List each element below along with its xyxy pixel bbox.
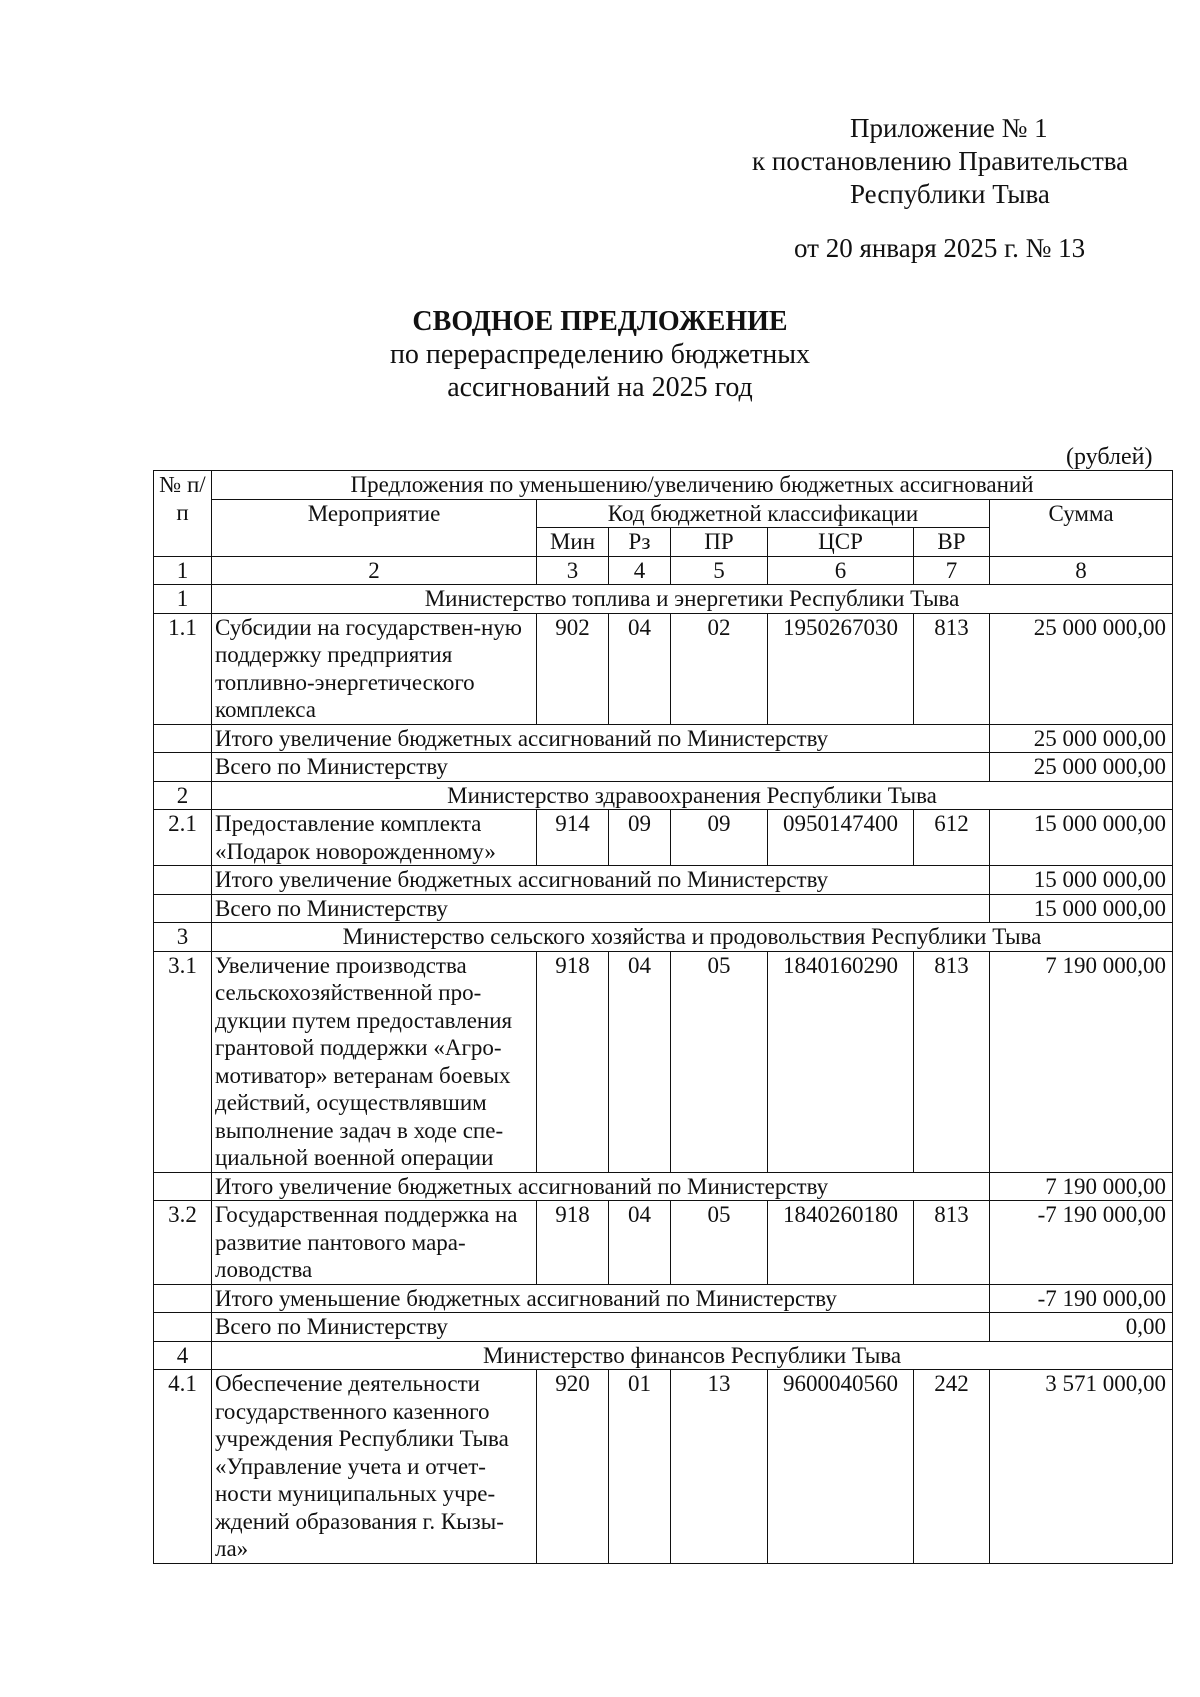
col-num-2: 2 xyxy=(212,556,537,585)
table-row xyxy=(154,1370,1173,1564)
item-sum: 25 000 000,00 xyxy=(990,613,1173,724)
header-csr: ЦСР xyxy=(768,528,914,557)
item-pr: 05 xyxy=(671,951,768,1172)
item-vr: 813 xyxy=(914,951,990,1172)
item-csr: 1840160290 xyxy=(768,951,914,1172)
units-label: (рублей) xyxy=(1066,444,1153,470)
header-code: Код бюджетной классификации xyxy=(537,499,990,528)
header-pr: ПР xyxy=(671,528,768,557)
section-num: 3 xyxy=(154,923,212,952)
header-min: Мин xyxy=(537,528,609,557)
table-row xyxy=(154,1201,1173,1285)
header-proposals: Предложения по уменьшению/увеличению бюджетных ассигнований xyxy=(212,471,1173,500)
item-min: 918 xyxy=(537,1201,609,1285)
item-pr: 02 xyxy=(671,613,768,724)
appendix-date: от 20 января 2025 г. № 13 xyxy=(794,233,1086,263)
col-num-6: 6 xyxy=(768,556,914,585)
section-title: Министерство топлива и энергетики Республики Тыва xyxy=(212,585,1173,614)
col-num-5: 5 xyxy=(671,556,768,585)
item-min: 902 xyxy=(537,613,609,724)
item-csr: 1840260180 xyxy=(768,1201,914,1285)
section-num: 2 xyxy=(154,781,212,810)
item-rz: 09 xyxy=(609,810,671,866)
total-sum: 15 000 000,00 xyxy=(990,866,1173,895)
item-pr: 13 xyxy=(671,1370,768,1564)
section-title: Министерство здравоохранения Республики Тыва xyxy=(212,781,1173,810)
all-label: Всего по Министерству xyxy=(212,894,990,923)
header-num: № п/п xyxy=(154,471,212,557)
all-label: Всего по Министерству xyxy=(212,1313,990,1342)
title-sub-2: ассигнований на 2025 год xyxy=(447,372,753,403)
item-sum: 15 000 000,00 xyxy=(990,810,1173,866)
appendix-line-1: Приложение № 1 xyxy=(850,113,1048,143)
item-name: Обеспечение деятельности государственного казенного учреждения Республики Тыва «Управление учета и отчет-ности муниципальных учре-ждений образования г. Кызы-ла» xyxy=(212,1370,537,1564)
item-rz: 01 xyxy=(609,1370,671,1564)
all-row xyxy=(154,753,1173,782)
item-sum: -7 190 000,00 xyxy=(990,1201,1173,1285)
header-rz: Рз xyxy=(609,528,671,557)
item-csr: 0950147400 xyxy=(768,810,914,866)
total-label: Итого уменьшение бюджетных ассигнований по Министерству xyxy=(212,1284,990,1313)
item-name: Субсидии на государствен-ную поддержку предприятия топливно-энергетического комплекса xyxy=(212,613,537,724)
item-name: Предоставление комплекта «Подарок новорожденному» xyxy=(212,810,537,866)
title-main: СВОДНОЕ ПРЕДЛОЖЕНИЕ xyxy=(412,306,788,337)
header-row-1 xyxy=(154,471,1173,500)
appendix-line-3: Республики Тыва xyxy=(850,179,1050,209)
total-label: Итого увеличение бюджетных ассигнований по Министерству xyxy=(212,866,990,895)
header-event: Мероприятие xyxy=(212,499,537,556)
total-label: Итого увеличение бюджетных ассигнований по Министерству xyxy=(212,724,990,753)
section-title: Министерство сельского хозяйства и продовольствия Республики Тыва xyxy=(212,923,1173,952)
all-sum: 0,00 xyxy=(990,1313,1173,1342)
col-num-1: 1 xyxy=(154,556,212,585)
section-num: 4 xyxy=(154,1341,212,1370)
item-rz: 04 xyxy=(609,951,671,1172)
total-sum: 7 190 000,00 xyxy=(990,1172,1173,1201)
item-num: 3.2 xyxy=(154,1201,212,1285)
budget-table xyxy=(153,470,1173,1564)
section-row xyxy=(154,781,1173,810)
total-sum: 25 000 000,00 xyxy=(990,724,1173,753)
item-num: 4.1 xyxy=(154,1370,212,1564)
total-sum: -7 190 000,00 xyxy=(990,1284,1173,1313)
appendix-line-2: к постановлению Правительства xyxy=(752,146,1129,176)
total-row xyxy=(154,1172,1173,1201)
item-num: 2.1 xyxy=(154,810,212,866)
header-vr: ВР xyxy=(914,528,990,557)
all-row xyxy=(154,894,1173,923)
column-number-row xyxy=(154,556,1173,585)
item-name: Государственная поддержка на развитие пантового мара-ловодства xyxy=(212,1201,537,1285)
item-min: 918 xyxy=(537,951,609,1172)
col-num-4: 4 xyxy=(609,556,671,585)
item-sum: 7 190 000,00 xyxy=(990,951,1173,1172)
total-row xyxy=(154,1284,1173,1313)
item-num: 1.1 xyxy=(154,613,212,724)
document-title xyxy=(0,305,1200,404)
item-sum: 3 571 000,00 xyxy=(990,1370,1173,1564)
all-label: Всего по Министерству xyxy=(212,753,990,782)
table-row xyxy=(154,951,1173,1172)
item-vr: 612 xyxy=(914,810,990,866)
item-vr: 242 xyxy=(914,1370,990,1564)
appendix-block xyxy=(700,112,1140,265)
col-num-8: 8 xyxy=(990,556,1173,585)
item-name: Увеличение производства сельскохозяйственной про-дукции путем предоставления грантовой поддержки «Агро-мотиватор» ветеранам боевых действий, осуществлявшим выполнение задач в ходе спе-циальной военной операции xyxy=(212,951,537,1172)
item-num: 3.1 xyxy=(154,951,212,1172)
item-csr: 1950267030 xyxy=(768,613,914,724)
total-label: Итого увеличение бюджетных ассигнований по Министерству xyxy=(212,1172,990,1201)
item-rz: 04 xyxy=(609,1201,671,1285)
title-sub-1: по перераспределению бюджетных xyxy=(389,339,811,370)
item-pr: 05 xyxy=(671,1201,768,1285)
all-sum: 15 000 000,00 xyxy=(990,894,1173,923)
all-row xyxy=(154,1313,1173,1342)
item-rz: 04 xyxy=(609,613,671,724)
section-row xyxy=(154,1341,1173,1370)
section-title: Министерство финансов Республики Тыва xyxy=(212,1341,1173,1370)
item-vr: 813 xyxy=(914,1201,990,1285)
item-csr: 9600040560 xyxy=(768,1370,914,1564)
total-row xyxy=(154,866,1173,895)
item-vr: 813 xyxy=(914,613,990,724)
section-row xyxy=(154,585,1173,614)
col-num-7: 7 xyxy=(914,556,990,585)
col-num-3: 3 xyxy=(537,556,609,585)
total-row xyxy=(154,724,1173,753)
table-row xyxy=(154,613,1173,724)
item-min: 914 xyxy=(537,810,609,866)
header-sum: Сумма xyxy=(990,499,1173,556)
item-pr: 09 xyxy=(671,810,768,866)
section-num: 1 xyxy=(154,585,212,614)
all-sum: 25 000 000,00 xyxy=(990,753,1173,782)
section-row xyxy=(154,923,1173,952)
table-row xyxy=(154,810,1173,866)
header-row-2 xyxy=(154,499,1173,528)
item-min: 920 xyxy=(537,1370,609,1564)
